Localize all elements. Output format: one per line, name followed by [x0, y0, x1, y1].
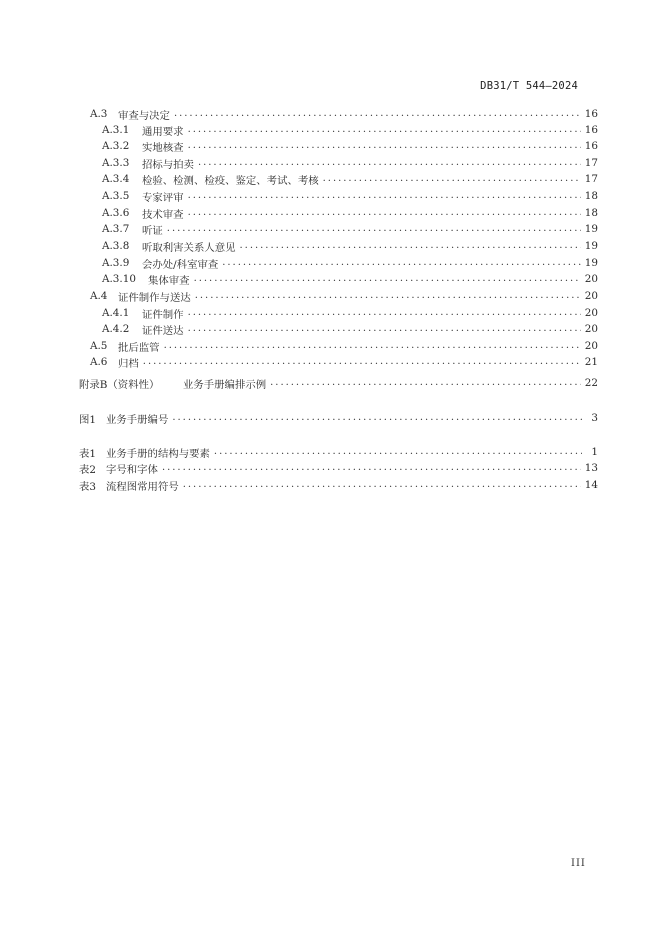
toc-entry-title: 证件制作: [142, 308, 184, 321]
table-list-entry[interactable]: [79, 444, 598, 460]
toc-entry-page: 20: [584, 307, 598, 319]
figure-list-entry[interactable]: [79, 410, 598, 426]
toc-entry[interactable]: [102, 205, 598, 221]
toc-entry-title: 业务手册编号: [106, 413, 169, 426]
toc-entry[interactable]: [102, 188, 598, 204]
toc-entry-number: A.5: [90, 340, 108, 352]
toc-leader-dots: [183, 477, 581, 493]
toc-leader-dots: [143, 354, 581, 370]
toc-entry-number: A.4.1: [102, 307, 130, 319]
toc-entry-page: 20: [584, 290, 598, 302]
toc-entry-title: 会办处/科室审查: [142, 258, 219, 271]
toc-entry-title: 流程图常用符号: [106, 480, 179, 493]
table-list-entry[interactable]: [79, 477, 598, 493]
toc-entry-title: 听证: [142, 224, 163, 237]
toc-entry-title: 招标与拍卖: [142, 158, 194, 171]
toc-entry[interactable]: [102, 271, 598, 287]
toc-entry-title: 证件送达: [142, 324, 184, 337]
toc-leader-dots: [194, 271, 581, 287]
toc-entry-page: 20: [584, 273, 598, 285]
toc-entry-page: 18: [584, 190, 598, 202]
toc-entry-page: 13: [584, 462, 598, 474]
toc-entry-number: A.4: [90, 290, 108, 302]
toc-entry-title: 通用要求: [142, 125, 184, 138]
table-list-entry[interactable]: [79, 460, 598, 476]
toc-entry-page: 22: [584, 377, 598, 389]
toc-entry-title: 审查与决定: [118, 109, 170, 122]
toc-entry-title: 证件制作与送达: [118, 291, 191, 304]
toc-entry-number: 表2: [79, 463, 97, 476]
toc-leader-dots: [174, 106, 581, 122]
toc-entry-number: A.3.2: [102, 140, 130, 152]
toc-leader-dots: [162, 460, 581, 476]
toc-entry[interactable]: [102, 155, 598, 171]
toc-entry-page: 19: [584, 223, 598, 235]
toc-entry-title: 集体审查: [148, 274, 190, 287]
toc-entry-title: 归档: [118, 357, 139, 370]
toc-entry-page: 20: [584, 340, 598, 352]
toc-entry-page: 17: [584, 157, 598, 169]
toc-entry[interactable]: [90, 338, 598, 354]
toc-entry[interactable]: [102, 171, 598, 187]
toc-entry-title: 批后监管: [118, 341, 160, 354]
toc-entry[interactable]: [102, 138, 598, 154]
toc-entry-title: 实地核查: [142, 141, 184, 154]
toc-entry-page: 17: [584, 173, 598, 185]
toc-entry-title: 字号和字体: [106, 463, 158, 476]
toc-entry-number: A.3.7: [102, 223, 130, 235]
toc-entry[interactable]: [102, 305, 598, 321]
toc-entry[interactable]: [90, 354, 598, 370]
toc-leader-dots: [270, 375, 581, 391]
toc-entry-number: A.3.8: [102, 240, 130, 252]
toc-entry[interactable]: [102, 122, 598, 138]
toc-leader-dots: [222, 255, 581, 271]
toc-leader-dots: [240, 238, 581, 254]
toc-entry[interactable]: [102, 238, 598, 254]
toc-entry[interactable]: [102, 255, 598, 271]
toc-entry-number: A.3.4: [102, 173, 130, 185]
toc-entry-number: 图1: [79, 413, 97, 426]
toc-entry-number: 附录B（资料性）: [79, 378, 160, 391]
toc-entry-number: 表1: [79, 447, 97, 460]
toc-entry-title: 检验、检测、检疫、鉴定、考试、考核: [142, 174, 319, 187]
toc-entry-page: 19: [584, 240, 598, 252]
toc-entry-page: 1: [591, 446, 598, 458]
toc-leader-dots: [323, 171, 581, 187]
toc-entry[interactable]: [79, 375, 598, 391]
toc-entry-title: 专家评审: [142, 191, 184, 204]
toc-entry[interactable]: [90, 288, 598, 304]
toc-leader-dots: [195, 288, 581, 304]
toc-entry-number: A.3.10: [102, 273, 136, 285]
toc-entry-number: A.3.1: [102, 124, 130, 136]
toc-entry-number: 表3: [79, 480, 97, 493]
toc-entry-title: 业务手册编排示例: [183, 378, 267, 391]
toc-entry-page: 21: [584, 356, 598, 368]
toc-leader-dots: [188, 122, 581, 138]
toc-leader-dots: [167, 221, 581, 237]
toc-leader-dots: [188, 305, 581, 321]
toc-entry-number: A.3: [90, 108, 108, 120]
toc-entry[interactable]: [102, 321, 598, 337]
toc-entry[interactable]: [102, 221, 598, 237]
toc-leader-dots: [214, 444, 582, 460]
toc-entry-number: A.3.5: [102, 190, 130, 202]
toc-leader-dots: [188, 205, 581, 221]
toc-entry-number: A.4.2: [102, 323, 130, 335]
toc-leader-dots: [188, 188, 581, 204]
toc-entry-page: 16: [584, 124, 598, 136]
toc-leader-dots: [188, 321, 581, 337]
toc-entry-page: 19: [584, 257, 598, 269]
page-number: III: [571, 858, 586, 869]
toc-entry-number: A.6: [90, 356, 108, 368]
toc-leader-dots: [164, 338, 581, 354]
toc-entry[interactable]: [90, 106, 598, 122]
toc-entry-page: 18: [584, 207, 598, 219]
toc-leader-dots: [172, 410, 582, 426]
toc-entry-number: A.3.9: [102, 257, 130, 269]
toc-entry-title: 业务手册的结构与要素: [106, 447, 210, 460]
toc-entry-title: 技术审查: [142, 208, 184, 221]
toc-entry-page: 20: [584, 323, 598, 335]
toc-entry-page: 16: [584, 140, 598, 152]
toc-leader-dots: [198, 155, 581, 171]
toc-entry-page: 14: [584, 479, 598, 491]
document-code: DB31/T 544—2024: [480, 80, 578, 92]
toc-entry-page: 3: [591, 412, 598, 424]
toc-entry-page: 16: [584, 108, 598, 120]
toc-entry-number: A.3.6: [102, 207, 130, 219]
toc-leader-dots: [188, 138, 581, 154]
toc-entry-title: 听取利害关系人意见: [142, 241, 236, 254]
toc-entry-number: A.3.3: [102, 157, 130, 169]
